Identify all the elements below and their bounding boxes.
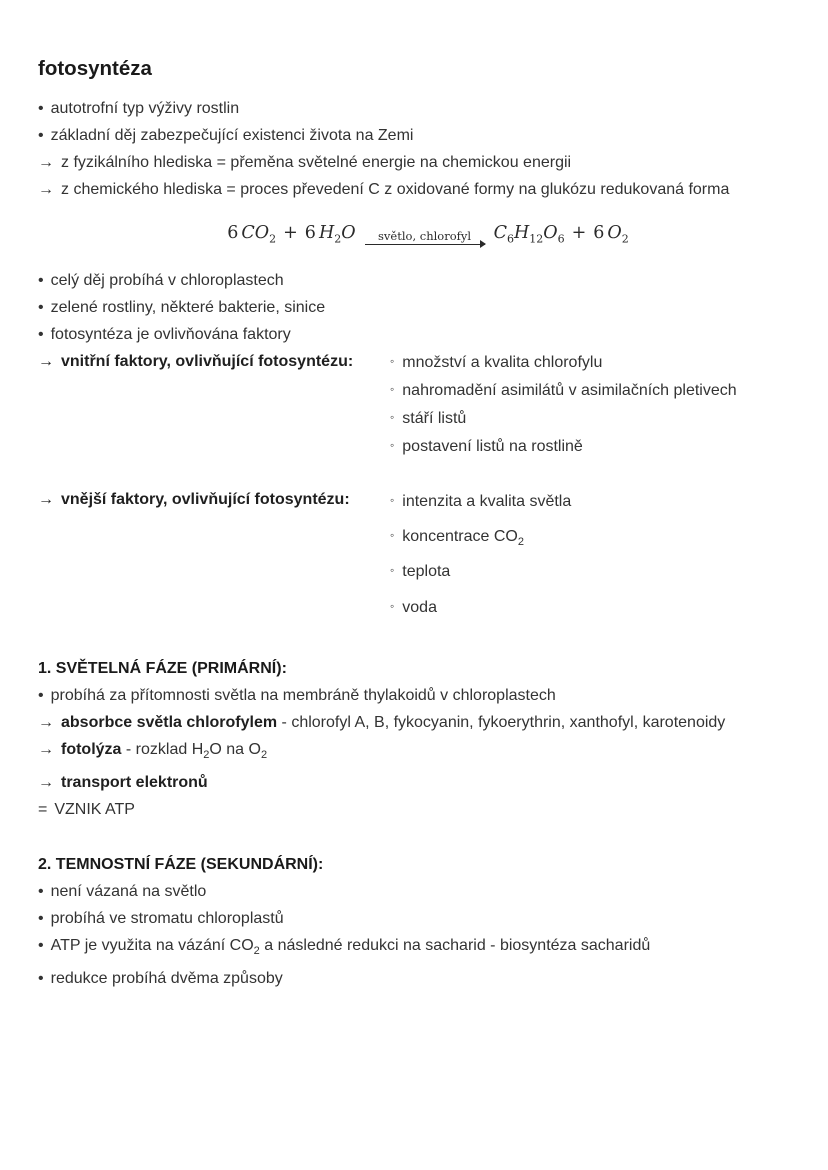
bullet-line xyxy=(38,122,798,149)
equation-block xyxy=(38,211,798,257)
item-text: intenzita a kvalita světla xyxy=(402,493,572,510)
internal-factors-group xyxy=(38,348,798,460)
circle-bullet: ◦ xyxy=(390,493,395,507)
subscript: 6 xyxy=(506,232,514,246)
arrow-marker: → xyxy=(38,713,54,731)
bullet-marker: • xyxy=(38,100,44,117)
arrow-line xyxy=(38,769,798,796)
spacer xyxy=(38,823,798,851)
line-text: - rozklad H xyxy=(121,740,204,758)
spacer xyxy=(38,627,798,655)
factor-item xyxy=(390,348,737,376)
factor-item xyxy=(390,376,737,404)
bullet-line xyxy=(38,682,798,709)
line-text: O na O xyxy=(209,740,261,758)
bullet-line xyxy=(38,932,798,965)
line-text: a následné redukci na sacharid - biosyntéza sacharidů xyxy=(259,936,651,954)
line-text: probíhá za přítomnosti světla na membráně thylakoidů v chloroplastech xyxy=(50,686,556,704)
circle-bullet: ◦ xyxy=(390,354,395,368)
formula: CO xyxy=(241,223,270,243)
arrow-line xyxy=(38,709,798,736)
item-text: postavení listů na rostlině xyxy=(402,438,583,455)
bullet-marker: • xyxy=(38,299,44,316)
plus-sign: + xyxy=(571,223,587,243)
subscript: 2 xyxy=(269,232,277,246)
bullet-line xyxy=(38,95,798,122)
formula: O xyxy=(543,223,558,243)
subscript: 2 xyxy=(517,536,524,549)
coefficient: 6 xyxy=(227,223,239,243)
factor-item xyxy=(390,486,571,521)
subscript: 2 xyxy=(203,748,210,761)
label-text: vnitřní faktory, ovlivňující fotosyntézu: xyxy=(61,353,354,370)
equals-line xyxy=(38,796,798,823)
formula: H xyxy=(318,223,335,243)
arrow-marker: → xyxy=(38,491,54,508)
term: fotolýza xyxy=(61,740,122,758)
coefficient: 6 xyxy=(593,223,605,243)
equals-marker: = xyxy=(38,800,48,818)
item-text: stáří listů xyxy=(402,410,467,427)
reaction-condition-label: světlo, chlorofyl xyxy=(378,229,472,243)
arrow-line xyxy=(38,149,798,176)
bullet-marker: • xyxy=(38,936,44,954)
arrow-marker: → xyxy=(38,740,54,758)
subscript: 2 xyxy=(253,945,260,958)
bullet-marker: • xyxy=(38,326,44,343)
line-text: není vázaná na světlo xyxy=(50,882,207,900)
line-text: autotrofní typ výživy rostlin xyxy=(50,100,240,117)
item-text: voda xyxy=(402,598,437,616)
bullet-marker: • xyxy=(38,882,44,900)
line-text: - chlorofyl A, B, fykocyanin, fykoerythrin, xanthofyl, karotenoidy xyxy=(277,713,726,731)
section1-heading: 1. SVĚTELNÁ FÁZE (PRIMÁRNÍ): xyxy=(38,659,287,677)
bullet-marker: • xyxy=(38,970,44,988)
subscript: 2 xyxy=(334,232,342,246)
line-text: ATP je využita na vázání CO xyxy=(50,936,254,954)
formula: H xyxy=(513,223,530,243)
bullet-marker: • xyxy=(38,127,44,144)
section2-heading: 2. TEMNOSTNÍ FÁZE (SEKUNDÁRNÍ): xyxy=(38,855,324,873)
page-title: fotosyntéza xyxy=(38,57,152,80)
factor-item xyxy=(390,432,737,460)
line-text: fotosyntéza je ovlivňována faktory xyxy=(50,326,291,343)
external-factors-label xyxy=(38,486,390,513)
term: absorbce světla chlorofylem xyxy=(61,713,278,731)
formula: O xyxy=(341,223,356,243)
circle-bullet: ◦ xyxy=(390,438,395,452)
term: transport elektronů xyxy=(61,773,208,791)
line-text: z chemického hlediska = proces převedení C z oxidované formy na glukózu redukovaná forma xyxy=(61,181,730,198)
item-text: nahromadění asimilátů v asimilačních pletivech xyxy=(402,382,737,399)
line-text: zelené rostliny, některé bakterie, sinice xyxy=(50,299,326,316)
circle-bullet: ◦ xyxy=(390,410,395,424)
coefficient: 6 xyxy=(304,223,316,243)
arrow-marker: → xyxy=(38,353,54,370)
arrow-marker: → xyxy=(38,181,54,198)
formula: O xyxy=(607,223,622,243)
factor-item xyxy=(390,592,571,627)
external-factors-items xyxy=(390,486,571,627)
label-text: vnější faktory, ovlivňující fotosyntézu: xyxy=(61,491,350,508)
reaction-arrow xyxy=(365,230,485,245)
bullet-line xyxy=(38,905,798,932)
factor-item xyxy=(390,404,737,432)
bullet-line xyxy=(38,267,798,294)
bullet-line xyxy=(38,321,798,348)
arrow-marker: → xyxy=(38,154,54,171)
line-text: redukce probíhá dvěma způsoby xyxy=(50,970,283,988)
subscript: 2 xyxy=(260,748,268,761)
external-factors-group xyxy=(38,486,798,627)
item-text: množství a kvalita chlorofylu xyxy=(402,354,603,371)
factor-item xyxy=(390,556,571,591)
item-text: koncentrace CO xyxy=(402,528,518,546)
subscript: 12 xyxy=(529,232,544,246)
line-text: z fyzikálního hlediska = přeměna světelné energie na chemickou energii xyxy=(61,154,572,171)
line-text: VZNIK ATP xyxy=(54,800,135,818)
circle-bullet: ◦ xyxy=(390,382,395,396)
bullet-line xyxy=(38,878,798,905)
bullet-line xyxy=(38,965,798,992)
bullet-marker: • xyxy=(38,272,44,289)
subscript: 6 xyxy=(557,232,565,246)
arrow-line-icon xyxy=(365,244,485,245)
internal-factors-label xyxy=(38,348,390,375)
subscript: 2 xyxy=(621,232,629,246)
item-text: teplota xyxy=(402,563,451,581)
bullet-marker: • xyxy=(38,686,44,704)
circle-bullet: ◦ xyxy=(390,598,395,613)
factor-item xyxy=(390,521,571,556)
circle-bullet: ◦ xyxy=(390,528,395,543)
arrow-line xyxy=(38,176,798,203)
line-text: celý děj probíhá v chloroplastech xyxy=(50,272,284,289)
arrow-marker: → xyxy=(38,773,54,791)
arrow-line xyxy=(38,736,798,769)
line-text: základní děj zabezpečující existenci života na Zemi xyxy=(50,127,414,144)
internal-factors-items xyxy=(390,348,737,460)
formula: C xyxy=(493,223,507,243)
spacer xyxy=(38,460,798,486)
line-text: probíhá ve stromatu chloroplastů xyxy=(50,909,284,927)
circle-bullet: ◦ xyxy=(390,563,395,578)
plus-sign: + xyxy=(283,223,298,243)
bullet-line xyxy=(38,294,798,321)
chemical-equation xyxy=(227,211,629,257)
bullet-marker: • xyxy=(38,909,44,927)
